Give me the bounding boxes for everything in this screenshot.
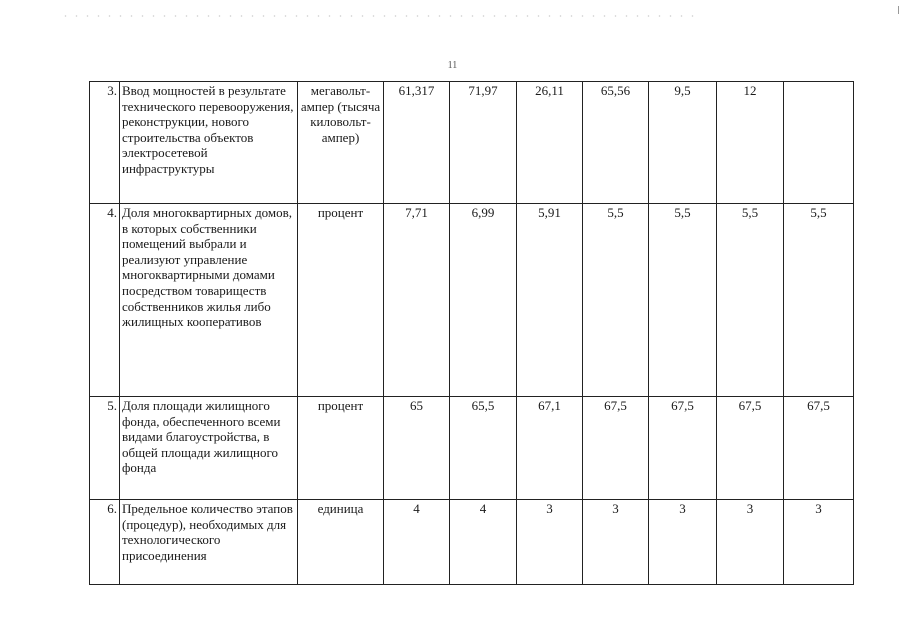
row-number: 6. xyxy=(90,500,120,585)
value-cell: 71,97 xyxy=(450,82,517,204)
value-cell: 5,5 xyxy=(583,204,649,397)
value-cell: 3 xyxy=(717,500,784,585)
table-row xyxy=(90,82,854,204)
indicator-name: Ввод мощностей в результате технического перевооружения, реконструкции, нового строительства объектов электросетевой инфраструктуры xyxy=(120,82,298,204)
value-cell: 6,99 xyxy=(450,204,517,397)
row-number: 5. xyxy=(90,397,120,500)
value-cell: 67,1 xyxy=(517,397,583,500)
value-cell: 67,5 xyxy=(583,397,649,500)
scan-noise xyxy=(60,14,700,18)
table-row xyxy=(90,500,854,585)
value-cell: 65,56 xyxy=(583,82,649,204)
value-cell: 3 xyxy=(583,500,649,585)
table-row xyxy=(90,204,854,397)
value-cell: 7,71 xyxy=(384,204,450,397)
value-cell: 61,317 xyxy=(384,82,450,204)
indicator-name: Доля площади жилищного фонда, обеспеченного всеми видами благоустройства, в общей площади жилищного фонда xyxy=(120,397,298,500)
table-row xyxy=(90,397,854,500)
value-cell: 9,5 xyxy=(649,82,717,204)
value-cell: 3 xyxy=(517,500,583,585)
value-cell: 3 xyxy=(649,500,717,585)
page-number: 11 xyxy=(447,60,458,71)
row-number: 4. xyxy=(90,204,120,397)
value-cell: 4 xyxy=(384,500,450,585)
value-cell xyxy=(784,82,854,204)
indicator-table xyxy=(89,81,854,585)
unit-cell: процент xyxy=(298,397,384,500)
value-cell: 5,5 xyxy=(717,204,784,397)
value-cell: 5,91 xyxy=(517,204,583,397)
value-cell: 12 xyxy=(717,82,784,204)
value-cell: 67,5 xyxy=(649,397,717,500)
value-cell: 65,5 xyxy=(450,397,517,500)
value-cell: 65 xyxy=(384,397,450,500)
value-cell: 26,11 xyxy=(517,82,583,204)
unit-cell: единица xyxy=(298,500,384,585)
scan-edge-mark xyxy=(898,6,899,14)
value-cell: 5,5 xyxy=(649,204,717,397)
value-cell: 5,5 xyxy=(784,204,854,397)
row-number: 3. xyxy=(90,82,120,204)
value-cell: 67,5 xyxy=(784,397,854,500)
indicator-name: Доля многоквартирных домов, в которых собственники помещений выбрали и реализуют управление многоквартирными домами посредством товариществ собственников жилья либо жилищных кооперативов xyxy=(120,204,298,397)
unit-cell: мегавольт-ампер (тысяча киловольт-ампер) xyxy=(298,82,384,204)
value-cell: 67,5 xyxy=(717,397,784,500)
indicator-name: Предельное количество этапов (процедур), необходимых для технологического присоединения xyxy=(120,500,298,585)
value-cell: 3 xyxy=(784,500,854,585)
value-cell: 4 xyxy=(450,500,517,585)
unit-cell: процент xyxy=(298,204,384,397)
